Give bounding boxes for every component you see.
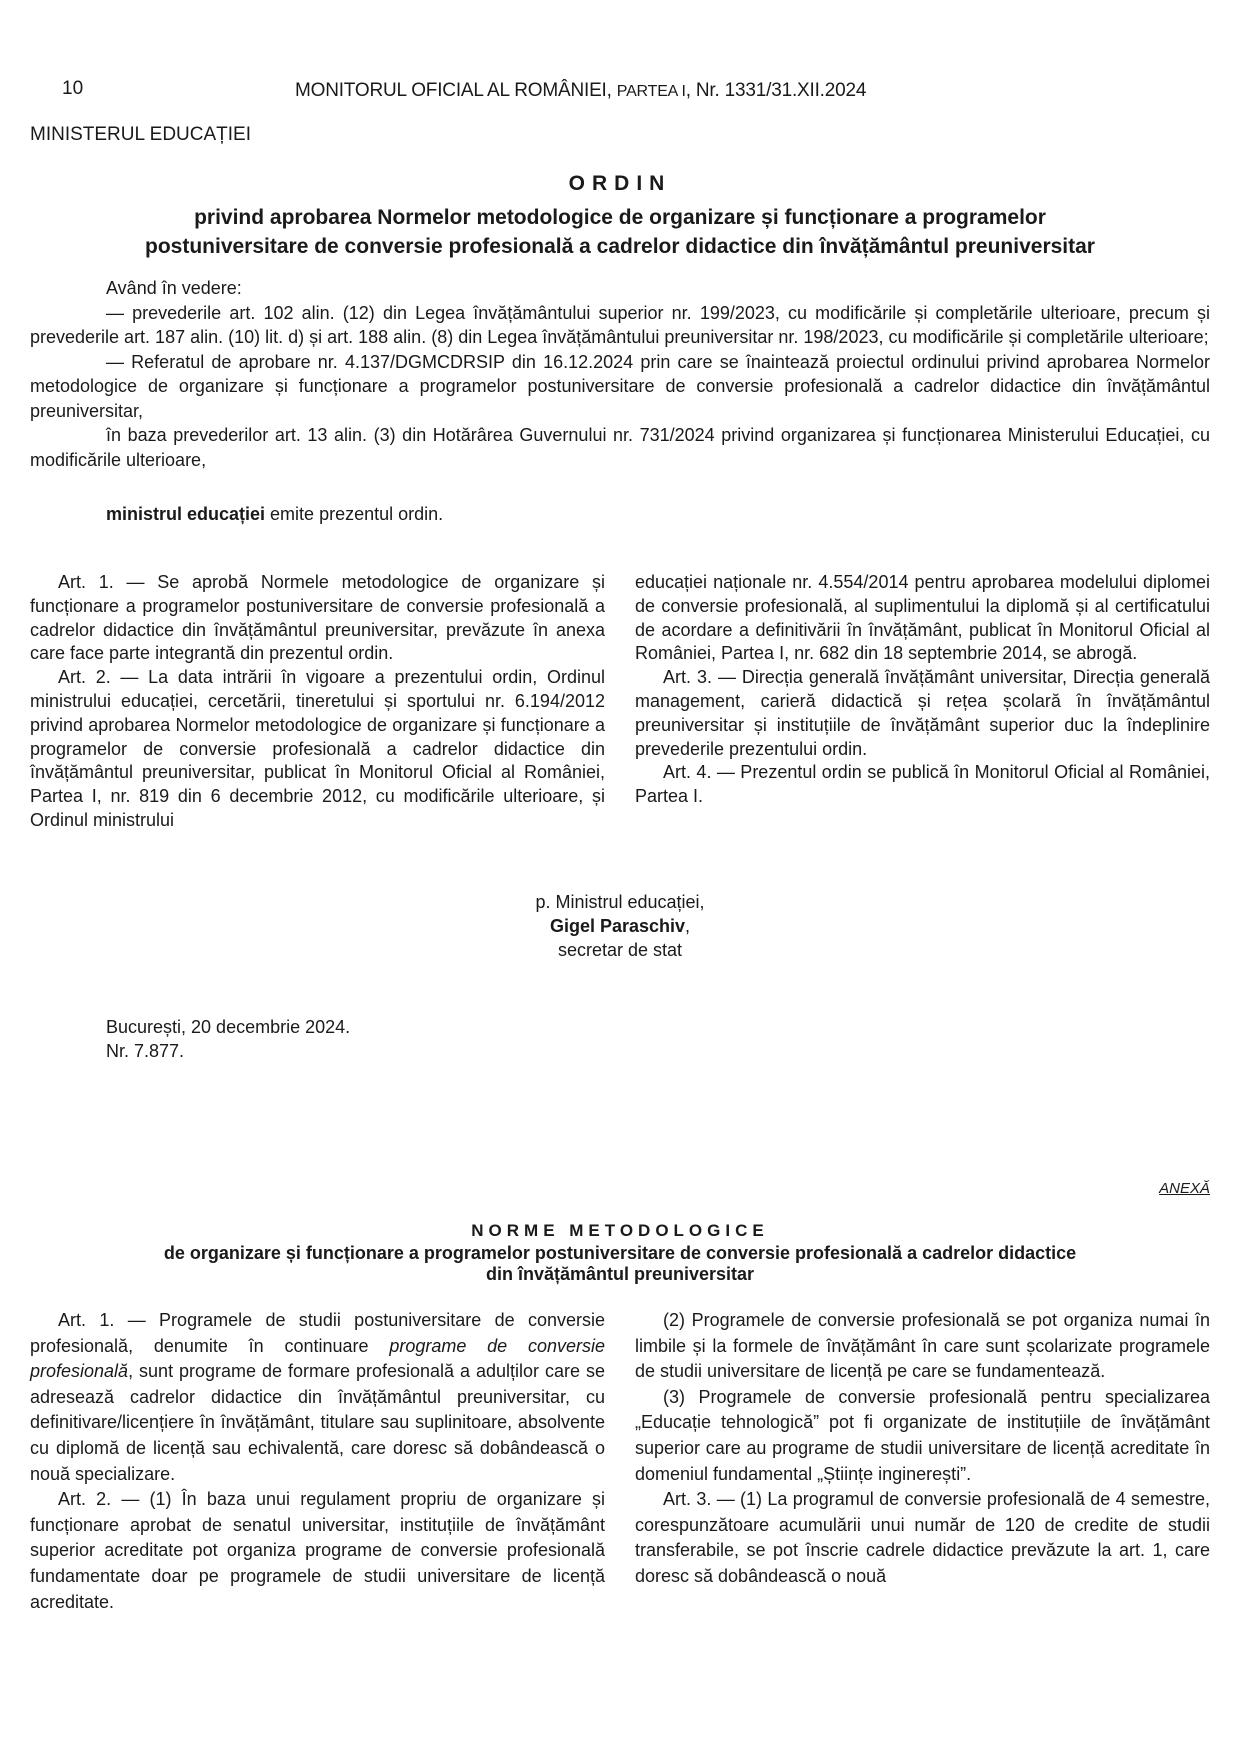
issuer: MINISTERUL EDUCAȚIEI (30, 124, 251, 145)
publication-name: MONITORUL OFICIAL AL ROMÂNIEI, (295, 80, 617, 101)
defined-term: programe de conversie profesională (30, 1335, 605, 1382)
annex-article-3-para-1: Art. 3. — (1) La programul de conversie profesională de 4 semestre, corespunzătoare acumulării unui număr de 120 de credite de studii transferabile, se pot înscrie cadrele didactice prevăzute la art. 1, care doresc să dobândească o nouă (635, 1489, 1210, 1586)
preamble (30, 276, 1210, 527)
preamble-item: — Referatul de aprobare nr. 4.137/DGMCDRSIP din 16.12.2024 prin care se înaintează proiectul ordinului privind aprobarea Normelor metodologice de organizare și funcționare a programelor postuniversitare de conversie profesională a cadrelor didactice din învățământul preuniversitar, (30, 351, 1210, 421)
signatory-role: secretar de stat (557, 940, 683, 960)
issuing-clause (30, 502, 1210, 527)
annex-subtitle-line: din învățământul preuniversitar (485, 1264, 755, 1284)
order-number: Nr. 7.877. (106, 1041, 185, 1061)
annex-article-1 (30, 1308, 605, 1487)
article-2: Art. 2. — La data intrării în vigoare a prezentului ordin, Ordinul ministrului educației, cercetării, tineretului și sportului nr. 6.194/2012 privind aprobarea Normelor metodologice de organizare și funcționare a programelor de conversie profesională a cadrelor didactice din învățământul preuniversitar, publicat în Monitorul Oficial al României, Partea I, nr. 819 din 6 decembrie 2012, cu modificările ulterioare, și Ordinul ministrului (30, 667, 605, 830)
annex-label: ANEXĂ (1159, 1180, 1210, 1197)
preamble-item: — prevederile art. 102 alin. (12) din Legea învățământului superior nr. 199/2023, cu modificările și completările ulterioare, precum și prevederile art. 187 alin. (10) lit. d) și art. 188 alin. (8) din Legea învățământului preuniversitar nr. 198/2023, cu modificările și completările ulterioare; (30, 302, 1210, 347)
page-number: 10 (62, 78, 84, 99)
issuing-text: emite prezentul ordin. (265, 504, 444, 524)
annex-articles (30, 1308, 1210, 1615)
annex-subtitle (60, 1243, 1180, 1285)
signature-block (0, 890, 1240, 962)
preamble-basis: în baza prevederilor art. 13 alin. (3) din Hotărârea Guvernului nr. 731/2024 privind organizarea și funcționarea Ministerului Educației, cu modificările ulterioare, (30, 425, 1210, 470)
order-subtitle (30, 203, 1210, 261)
signatory-name: Gigel Paraschiv (549, 916, 686, 936)
column-right (635, 571, 1210, 833)
column-left (30, 1308, 605, 1615)
annex-article-1-text: , sunt programe de formare profesională a adulților care se adresează cadrelor didactice din învățământul preuniversitar, cu definitivare/licențiere în învățământ, titulare sau suplinitoare, absolvente cu diplomă de licență sau echivalentă, care doresc să dobândească o nouă specializare. (30, 1361, 605, 1484)
signatory-comma: , (685, 916, 691, 936)
annex-article-2-para-2: (2) Programele de conversie profesională se pot organiza numai în limbile și la formele de învățământ în care sunt școlarizate programele de studii universitare de licență pe care se fundamentează. (635, 1310, 1210, 1382)
order-articles (30, 571, 1210, 833)
place-date-block (106, 1015, 350, 1063)
order-title: ORDIN (568, 172, 672, 195)
order-subtitle-line: postuniversitare de conversie profesională a cadrelor didactice din învățământul preuniversitar (145, 235, 1095, 258)
preamble-intro: Având în vedere: (106, 278, 242, 298)
publication-part: PARTEA I (616, 83, 686, 100)
article-1: Art. 1. — Se aprobă Normele metodologice de organizare și funcționare a programelor postuniversitare de conversie profesională a cadrelor didactice din învățământul preuniversitar, prevăzute în anexa care face parte integrantă din prezentul ordin. (30, 572, 605, 664)
running-head (295, 80, 866, 102)
article-3: Art. 3. — Direcția generală învățământ universitar, Direcția generală management, carieră didactică și rețea școlară în învățământul preuniversitar și instituțiile de învățământ superior duc la îndeplinire prevederile prezentului ordin. (635, 667, 1210, 759)
publication-issue: , Nr. 1331/31.XII.2024 (685, 80, 867, 101)
column-left (30, 571, 605, 833)
annex-subtitle-line: de organizare și funcționare a programelor postuniversitare de conversie profesională a cadrelor didactice (163, 1243, 1077, 1263)
signature-title: p. Ministrul educației, (535, 892, 705, 912)
signatory (0, 914, 1240, 938)
issuing-authority: ministrul educației (106, 504, 266, 524)
annex-article-2-para-3: (3) Programele de conversie profesională pentru specializarea „Educație tehnologică” pot fi organizate de instituțiile de învățământ superior care au programe de studii universitare de licență acreditate în domeniul fundamental „Științe inginerești”. (635, 1386, 1210, 1484)
annex-article-1-text: Art. 1. — Programele de studii postuniversitare de conversie profesională, denumite în continuare (30, 1310, 605, 1356)
column-right (635, 1308, 1210, 1615)
annex-article-2-para-1: Art. 2. — (1) În baza unui regulament propriu de organizare și funcționare aprobat de senatul universitar, instituțiile de învățământ superior acreditate pot organiza programe de conversie profesională fundamentate doar pe programele de studii universitare de licență acreditate. (30, 1489, 605, 1612)
annex-title: NORME METODOLOGICE (471, 1221, 769, 1240)
place-date: București, 20 decembrie 2024. (106, 1017, 351, 1037)
article-4: Art. 4. — Prezentul ordin se publică în Monitorul Oficial al României, Partea I. (635, 762, 1210, 807)
order-subtitle-line: privind aprobarea Normelor metodologice de organizare și funcționare a programelor (194, 206, 1046, 229)
article-2-continued: educației naționale nr. 4.554/2014 pentru aprobarea modelului diplomei de conversie profesională, al suplimentului la diplomă și al certificatului de acordare a definitivării în învățământ, publicat în Monitorul Oficial al României, Partea I, nr. 682 din 18 septembrie 2014, se abrogă. (635, 572, 1210, 664)
